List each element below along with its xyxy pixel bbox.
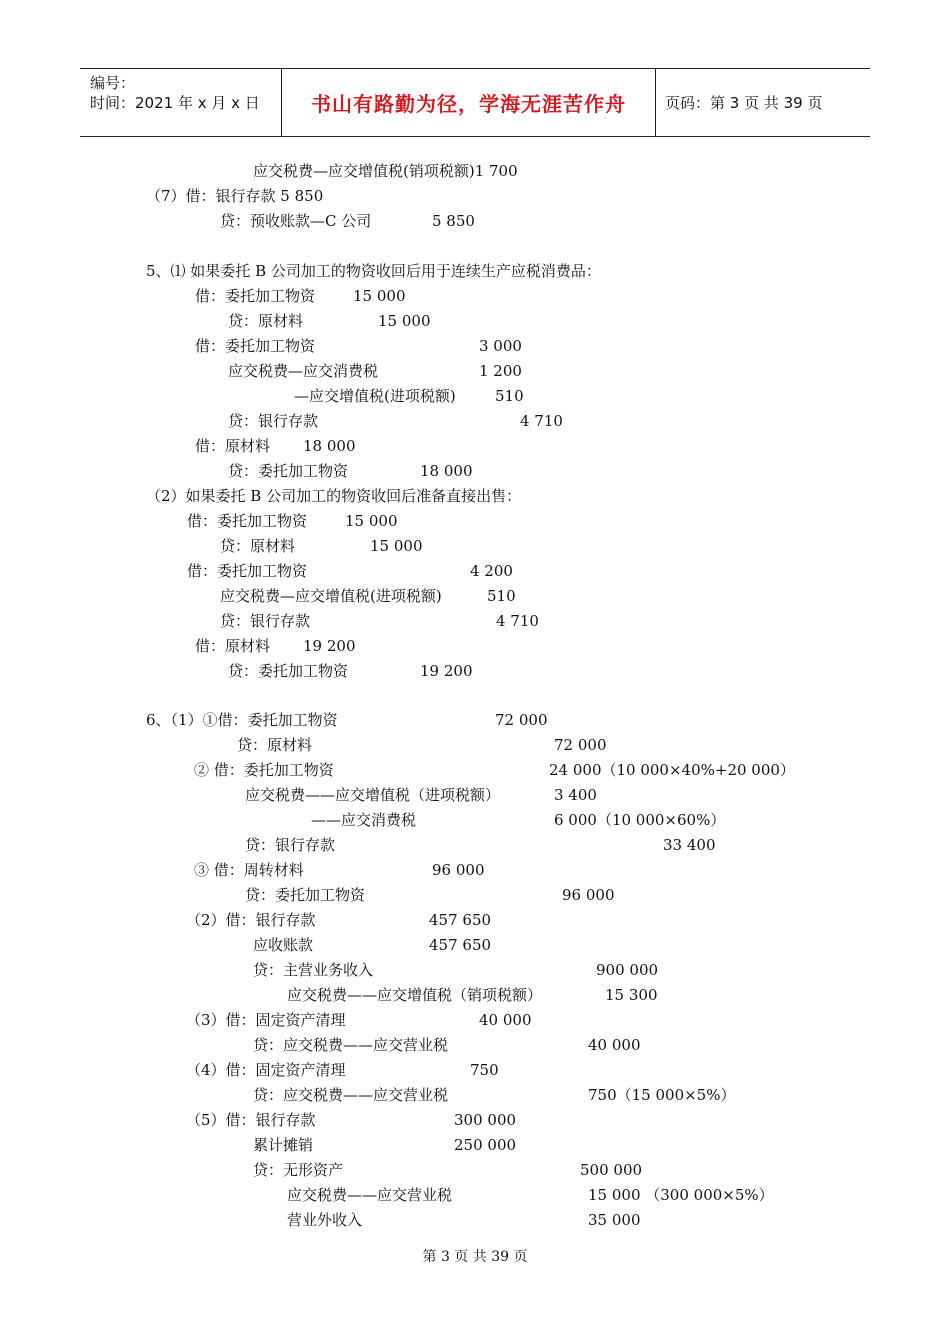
journal-line: 贷：主营业务收入 (253, 961, 374, 979)
journal-line: 借：委托加工物资 (187, 512, 308, 530)
amount: 15 000 (345, 512, 398, 530)
section-heading: （2）如果委托 B 公司加工的物资收回后准备直接出售： (146, 487, 522, 505)
amount: 35 000 (588, 1211, 641, 1229)
amount: 18 000 (420, 462, 473, 480)
section-heading: 6、（1）①借：委托加工物资 (146, 711, 338, 729)
amount: 250 000 (454, 1136, 517, 1154)
journal-line: （5）借：银行存款 (186, 1111, 316, 1129)
amount: 1 200 (479, 362, 522, 380)
journal-line: 应交税费——应交增值税（进项税额） (245, 786, 501, 804)
amount: 510 (487, 587, 516, 605)
journal-line: 借：委托加工物资 (187, 562, 308, 580)
amount: 18 000 (303, 437, 356, 455)
journal-line: 应交税费—应交增值税(销项税额)1 700 (253, 162, 518, 180)
section-heading: 5、⑴ 如果委托 B 公司加工的物资收回后用于连续生产应税消费品： (146, 262, 601, 280)
page-header (80, 68, 870, 137)
amount: 510 (495, 387, 524, 405)
amount: 72 000 (554, 736, 607, 754)
journal-line: 累计摊销 (253, 1136, 314, 1154)
amount: 19 200 (303, 637, 356, 655)
journal-line: 应交税费—应交增值税(进项税额) (220, 587, 442, 605)
page-label: 页码：第 3 页 共 39 页 (665, 94, 823, 112)
amount: 96 000 (562, 886, 615, 904)
journal-line: 贷：原材料 (228, 312, 304, 330)
journal-line: ——应交消费税 (311, 811, 417, 829)
amount: 33 400 (663, 836, 716, 854)
journal-line: 营业外收入 (287, 1211, 363, 1229)
journal-line: 贷：应交税费——应交营业税 (253, 1086, 449, 1104)
header-meta (90, 73, 260, 113)
journal-line: ③ 借：周转材料 (194, 861, 304, 879)
journal-line: 贷：银行存款 (228, 412, 319, 430)
journal-line: 贷：委托加工物资 (228, 662, 349, 680)
journal-line: 贷：无形资产 (253, 1161, 344, 1179)
journal-line: 应交税费——应交增值税（销项税额） (287, 986, 543, 1004)
amount: 457 650 (429, 936, 492, 954)
journal-line: （2）借：银行存款 (186, 911, 316, 929)
header-divider (655, 69, 656, 136)
journal-line: 贷：预收账款—C 公司 (220, 212, 372, 230)
amount: 750（15 000×5%） (588, 1086, 736, 1104)
amount: 300 000 (454, 1111, 517, 1129)
journal-line: 借：委托加工物资 (195, 287, 316, 305)
amount: 900 000 (596, 961, 659, 979)
journal-line: 贷：原材料 (220, 537, 296, 555)
amount: 15 000 (353, 287, 406, 305)
number-label: 编号： (90, 74, 136, 92)
journal-line: 应交税费—应交消费税 (228, 362, 379, 380)
journal-line: 借：原材料 (195, 437, 271, 455)
journal-line: 贷：原材料 (237, 736, 313, 754)
amount: 72 000 (495, 711, 548, 729)
amount: 4 710 (496, 612, 539, 630)
amount: 40 000 (479, 1011, 532, 1029)
amount: 15 000 （300 000×5%） (588, 1186, 774, 1204)
amount: 3 400 (554, 786, 597, 804)
journal-line: 借：委托加工物资 (195, 337, 316, 355)
journal-line: 贷：银行存款 (245, 836, 336, 854)
journal-line: —应交增值税(进项税额) (294, 387, 456, 405)
amount: 15 000 (378, 312, 431, 330)
amount: 15 000 (370, 537, 423, 555)
amount: 19 200 (420, 662, 473, 680)
amount: 750 (470, 1061, 499, 1079)
page-footer: 第 3 页 共 39 页 (422, 1249, 528, 1265)
journal-line: 应交税费——应交营业税 (287, 1186, 453, 1204)
journal-line: 贷：应交税费——应交营业税 (253, 1036, 449, 1054)
journal-line: （7）借：银行存款 5 850 (146, 187, 324, 205)
amount: 4 710 (520, 412, 563, 430)
journal-line: 贷：银行存款 (220, 612, 311, 630)
amount: 6 000（10 000×60%） (554, 811, 726, 829)
journal-line: 借：原材料 (195, 637, 271, 655)
header-motto: 书山有路勤为径，学海无涯苦作舟 (311, 92, 626, 116)
amount: 40 000 (588, 1036, 641, 1054)
journal-line: （3）借：固定资产清理 (186, 1011, 346, 1029)
amount: 500 000 (580, 1161, 643, 1179)
amount: 15 300 (605, 986, 658, 1004)
time-label: 时间：2021 年 x 月 x 日 (90, 94, 260, 112)
journal-line: 应收账款 (253, 936, 314, 954)
amount: 5 850 (432, 212, 475, 230)
amount: 96 000 (432, 861, 485, 879)
amount: 4 200 (470, 562, 513, 580)
amount: 3 000 (479, 337, 522, 355)
amount: 24 000（10 000×40%+20 000） (549, 761, 795, 779)
amount: 457 650 (429, 911, 492, 929)
journal-line: （4）借：固定资产清理 (186, 1061, 346, 1079)
journal-line: ② 借：委托加工物资 (194, 761, 334, 779)
journal-line: 贷：委托加工物资 (245, 886, 366, 904)
journal-line: 贷：委托加工物资 (228, 462, 349, 480)
